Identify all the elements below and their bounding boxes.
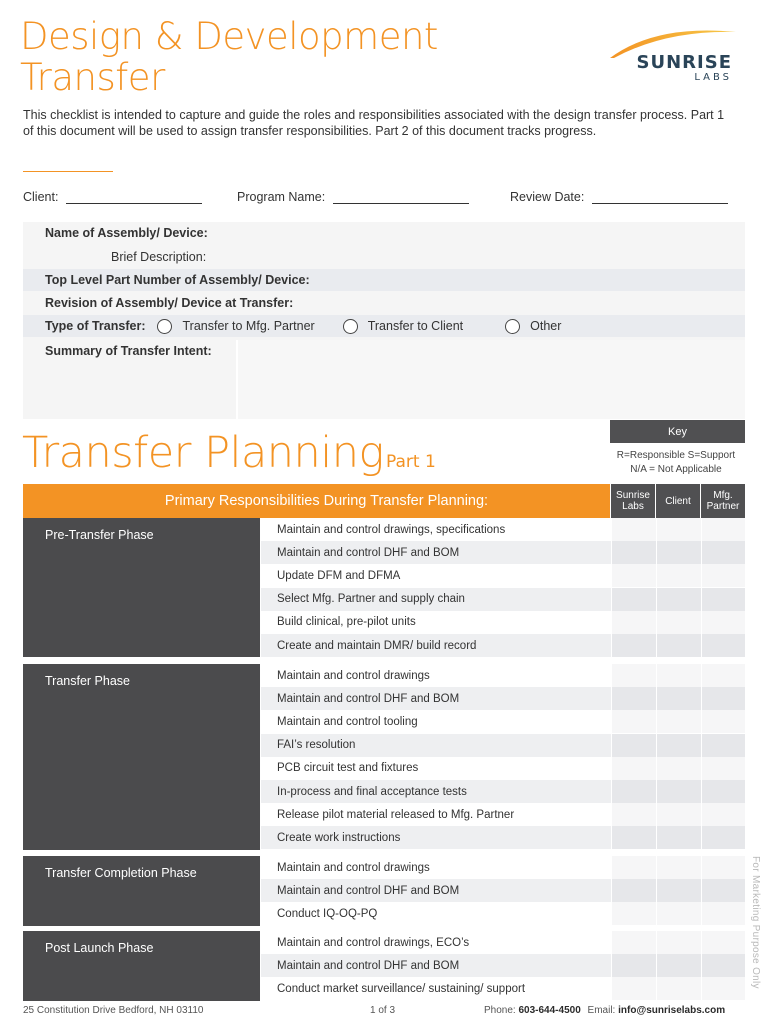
phase-block <box>23 931 745 1001</box>
footer-page-number: 1 of 3 <box>370 1005 396 1016</box>
key-legend-line-1: R=Responsible S=Support <box>616 450 736 461</box>
task-label: Maintain and control DHF and BOM <box>277 692 460 705</box>
revision-label: Revision of Assembly/ Device at Transfer: <box>45 296 294 310</box>
task-row <box>261 856 745 879</box>
client-cell[interactable] <box>656 780 701 803</box>
client-cell[interactable] <box>656 518 701 541</box>
task-row <box>261 780 745 803</box>
sunrise-labs-cell[interactable] <box>611 541 656 564</box>
mfg-partner-cell[interactable] <box>701 757 745 780</box>
task-row <box>261 710 745 733</box>
mfg-partner-cell[interactable] <box>701 931 745 954</box>
client-cell[interactable] <box>656 856 701 879</box>
sunrise-labs-cell[interactable] <box>611 734 656 757</box>
radio-other-label: Other <box>530 319 562 333</box>
col3-line-1: Mfg. <box>713 490 733 501</box>
mfg-partner-cell[interactable] <box>701 541 745 564</box>
sunrise-labs-cell[interactable] <box>611 710 656 733</box>
footer-address: 25 Constitution Drive Bedford, NH 03110 <box>23 1005 204 1016</box>
task-label: Conduct market surveillance/ sustaining/ support <box>277 982 526 995</box>
sunrise-labs-cell[interactable] <box>611 664 656 687</box>
task-label: In-process and final acceptance tests <box>277 785 467 798</box>
sunrise-labs-cell[interactable] <box>611 588 656 611</box>
client-cell[interactable] <box>656 710 701 733</box>
col-header-mfg-partner <box>701 484 745 518</box>
task-label: Release pilot material released to Mfg. Partner <box>277 808 515 821</box>
brief-description-row[interactable] <box>23 246 745 268</box>
document-title <box>20 16 438 98</box>
task-label: PCB circuit test and fixtures <box>277 762 419 775</box>
key-header: Key <box>610 420 745 443</box>
task-row <box>261 687 745 710</box>
phase-label: Post Launch Phase <box>23 931 260 1001</box>
task-label: Create work instructions <box>277 831 401 844</box>
task-row <box>261 931 745 954</box>
task-label: Maintain and control DHF and BOM <box>277 546 460 559</box>
task-row <box>261 977 745 1000</box>
client-cell[interactable] <box>656 541 701 564</box>
mfg-partner-cell[interactable] <box>701 611 745 634</box>
client-cell[interactable] <box>656 687 701 710</box>
transfer-type-label: Type of Transfer: <box>45 319 146 333</box>
program-name-field[interactable] <box>237 190 469 204</box>
col1-line-2: Labs <box>622 501 644 512</box>
sunrise-labs-cell[interactable] <box>611 879 656 902</box>
title-line-1: Design & Development <box>20 15 438 58</box>
col-header-client: Client <box>656 484 700 518</box>
client-label: Client: <box>23 190 59 204</box>
section-part: Part 1 <box>386 452 436 472</box>
client-input-line[interactable] <box>66 190 202 204</box>
footer-contact <box>484 1005 725 1016</box>
sunrise-labs-cell[interactable] <box>611 826 656 849</box>
task-row <box>261 803 745 826</box>
client-cell[interactable] <box>656 634 701 657</box>
task-label: Build clinical, pre-pilot units <box>277 616 416 629</box>
client-cell[interactable] <box>656 734 701 757</box>
sunrise-labs-cell[interactable] <box>611 757 656 780</box>
sunrise-labs-logo <box>606 24 746 88</box>
sunrise-labs-cell[interactable] <box>611 977 656 1000</box>
task-row <box>261 879 745 902</box>
logo-name: SUNRISE <box>636 52 732 73</box>
task-label: Select Mfg. Partner and supply chain <box>277 593 465 606</box>
mfg-partner-cell[interactable] <box>701 879 745 902</box>
task-row <box>261 664 745 687</box>
footer-email-label: Email: <box>587 1005 616 1016</box>
task-row <box>261 611 745 634</box>
top-level-part-label: Top Level Part Number of Assembly/ Device: <box>45 273 310 287</box>
brief-description-label: Brief Description: <box>111 250 207 264</box>
program-name-input-line[interactable] <box>333 190 469 204</box>
footer-phone: 603-644-4500 <box>518 1005 581 1016</box>
radio-other[interactable] <box>505 319 520 334</box>
mfg-partner-cell[interactable] <box>701 902 745 925</box>
task-label: FAI’s resolution <box>277 739 356 752</box>
phase-label: Transfer Phase <box>23 664 260 850</box>
task-row <box>261 757 745 780</box>
col-header-sunrise-labs <box>611 484 655 518</box>
task-row <box>261 734 745 757</box>
client-cell[interactable] <box>656 826 701 849</box>
mfg-partner-cell[interactable] <box>701 856 745 879</box>
task-row <box>261 826 745 849</box>
task-label: Maintain and control drawings, ECO’s <box>277 936 470 949</box>
sunrise-labs-cell[interactable] <box>611 564 656 587</box>
client-cell[interactable] <box>656 931 701 954</box>
task-row <box>261 588 745 611</box>
phase-block <box>23 518 745 657</box>
sunrise-labs-cell[interactable] <box>611 856 656 879</box>
key-legend-line-2: N/A = Not Applicable <box>630 464 722 475</box>
mfg-partner-cell[interactable] <box>701 664 745 687</box>
sunrise-labs-cell[interactable] <box>611 902 656 925</box>
logo-sub: LABS <box>694 72 732 83</box>
task-label: Maintain and control DHF and BOM <box>277 884 460 897</box>
client-cell[interactable] <box>656 902 701 925</box>
sunrise-labs-cell[interactable] <box>611 931 656 954</box>
task-row <box>261 902 745 925</box>
section-title: Transfer Planning <box>22 428 384 478</box>
task-row <box>261 541 745 564</box>
review-date-input-line[interactable] <box>592 190 728 204</box>
intro-paragraph: This checklist is intended to capture and guide the roles and responsibilities associated with the design transfer process. Part 1 of this document will be used to assign transfer responsibilities. Part 2 of this document tracks progress. <box>23 108 725 138</box>
task-row <box>261 634 745 657</box>
phase-block <box>23 856 745 926</box>
footer-email[interactable]: info@sunriselabs.com <box>618 1005 726 1016</box>
summary-input-area[interactable] <box>236 340 745 419</box>
footer-phone-label: Phone: <box>484 1005 516 1016</box>
mfg-partner-cell[interactable] <box>701 710 745 733</box>
client-cell[interactable] <box>656 664 701 687</box>
sunrise-labs-cell[interactable] <box>611 634 656 657</box>
divider <box>23 171 113 172</box>
title-line-2: Transfer <box>20 56 165 99</box>
task-label: Maintain and control drawings, specifications <box>277 523 506 536</box>
mfg-partner-cell[interactable] <box>701 588 745 611</box>
mfg-partner-cell[interactable] <box>701 977 745 1000</box>
task-row <box>261 518 745 541</box>
sunrise-labs-cell[interactable] <box>611 611 656 634</box>
radio-client[interactable] <box>343 319 358 334</box>
mfg-partner-cell[interactable] <box>701 687 745 710</box>
mfg-partner-cell[interactable] <box>701 826 745 849</box>
task-label: Maintain and control drawings <box>277 861 430 874</box>
mfg-partner-cell[interactable] <box>701 954 745 977</box>
mfg-partner-cell[interactable] <box>701 564 745 587</box>
task-label: Maintain and control tooling <box>277 715 418 728</box>
client-cell[interactable] <box>656 954 701 977</box>
revision-row[interactable] <box>23 292 745 314</box>
col1-line-1: Sunrise <box>616 490 650 501</box>
review-date-label: Review Date: <box>510 190 585 204</box>
task-label: Update DFM and DFMA <box>277 569 401 582</box>
mfg-partner-cell[interactable] <box>701 734 745 757</box>
table-header-title: Primary Responsibilities During Transfer Planning: <box>23 484 610 518</box>
marketing-note: For Marketing Purpose Only <box>750 856 761 989</box>
task-label: Maintain and control drawings <box>277 669 430 682</box>
mfg-partner-cell[interactable] <box>701 780 745 803</box>
client-cell[interactable] <box>656 803 701 826</box>
client-cell[interactable] <box>656 757 701 780</box>
task-label: Maintain and control DHF and BOM <box>277 959 460 972</box>
assembly-name-label: Name of Assembly/ Device: <box>45 226 208 240</box>
client-cell[interactable] <box>656 977 701 1000</box>
assembly-info-box <box>23 222 745 419</box>
assembly-name-row[interactable] <box>23 222 745 244</box>
col3-line-2: Partner <box>706 501 740 512</box>
responsibility-table-header <box>23 484 745 518</box>
mfg-partner-cell[interactable] <box>701 634 745 657</box>
mfg-partner-cell[interactable] <box>701 518 745 541</box>
task-row <box>261 954 745 977</box>
transfer-type-row <box>23 315 745 337</box>
mfg-partner-cell[interactable] <box>701 803 745 826</box>
radio-client-label: Transfer to Client <box>367 319 464 333</box>
task-row <box>261 564 745 587</box>
radio-mfg-partner[interactable] <box>157 319 172 334</box>
phase-label: Pre-Transfer Phase <box>23 518 260 657</box>
client-cell[interactable] <box>656 879 701 902</box>
review-date-field[interactable] <box>510 190 728 204</box>
phase-label: Transfer Completion Phase <box>23 856 260 926</box>
phase-block <box>23 664 745 850</box>
summary-label: Summary of Transfer Intent: <box>45 344 212 358</box>
sunrise-labs-cell[interactable] <box>611 518 656 541</box>
task-label: Conduct IQ-OQ-PQ <box>277 907 378 920</box>
task-label: Create and maintain DMR/ build record <box>277 639 477 652</box>
client-cell[interactable] <box>656 564 701 587</box>
radio-mfg-partner-label: Transfer to Mfg. Partner <box>182 319 315 333</box>
program-name-label: Program Name: <box>237 190 326 204</box>
client-cell[interactable] <box>656 611 701 634</box>
sunrise-labs-cell[interactable] <box>611 687 656 710</box>
top-level-part-row[interactable] <box>23 269 745 291</box>
client-field[interactable] <box>23 190 202 204</box>
sunrise-labs-cell[interactable] <box>611 803 656 826</box>
sunrise-labs-cell[interactable] <box>611 780 656 803</box>
sunrise-labs-cell[interactable] <box>611 954 656 977</box>
client-cell[interactable] <box>656 588 701 611</box>
